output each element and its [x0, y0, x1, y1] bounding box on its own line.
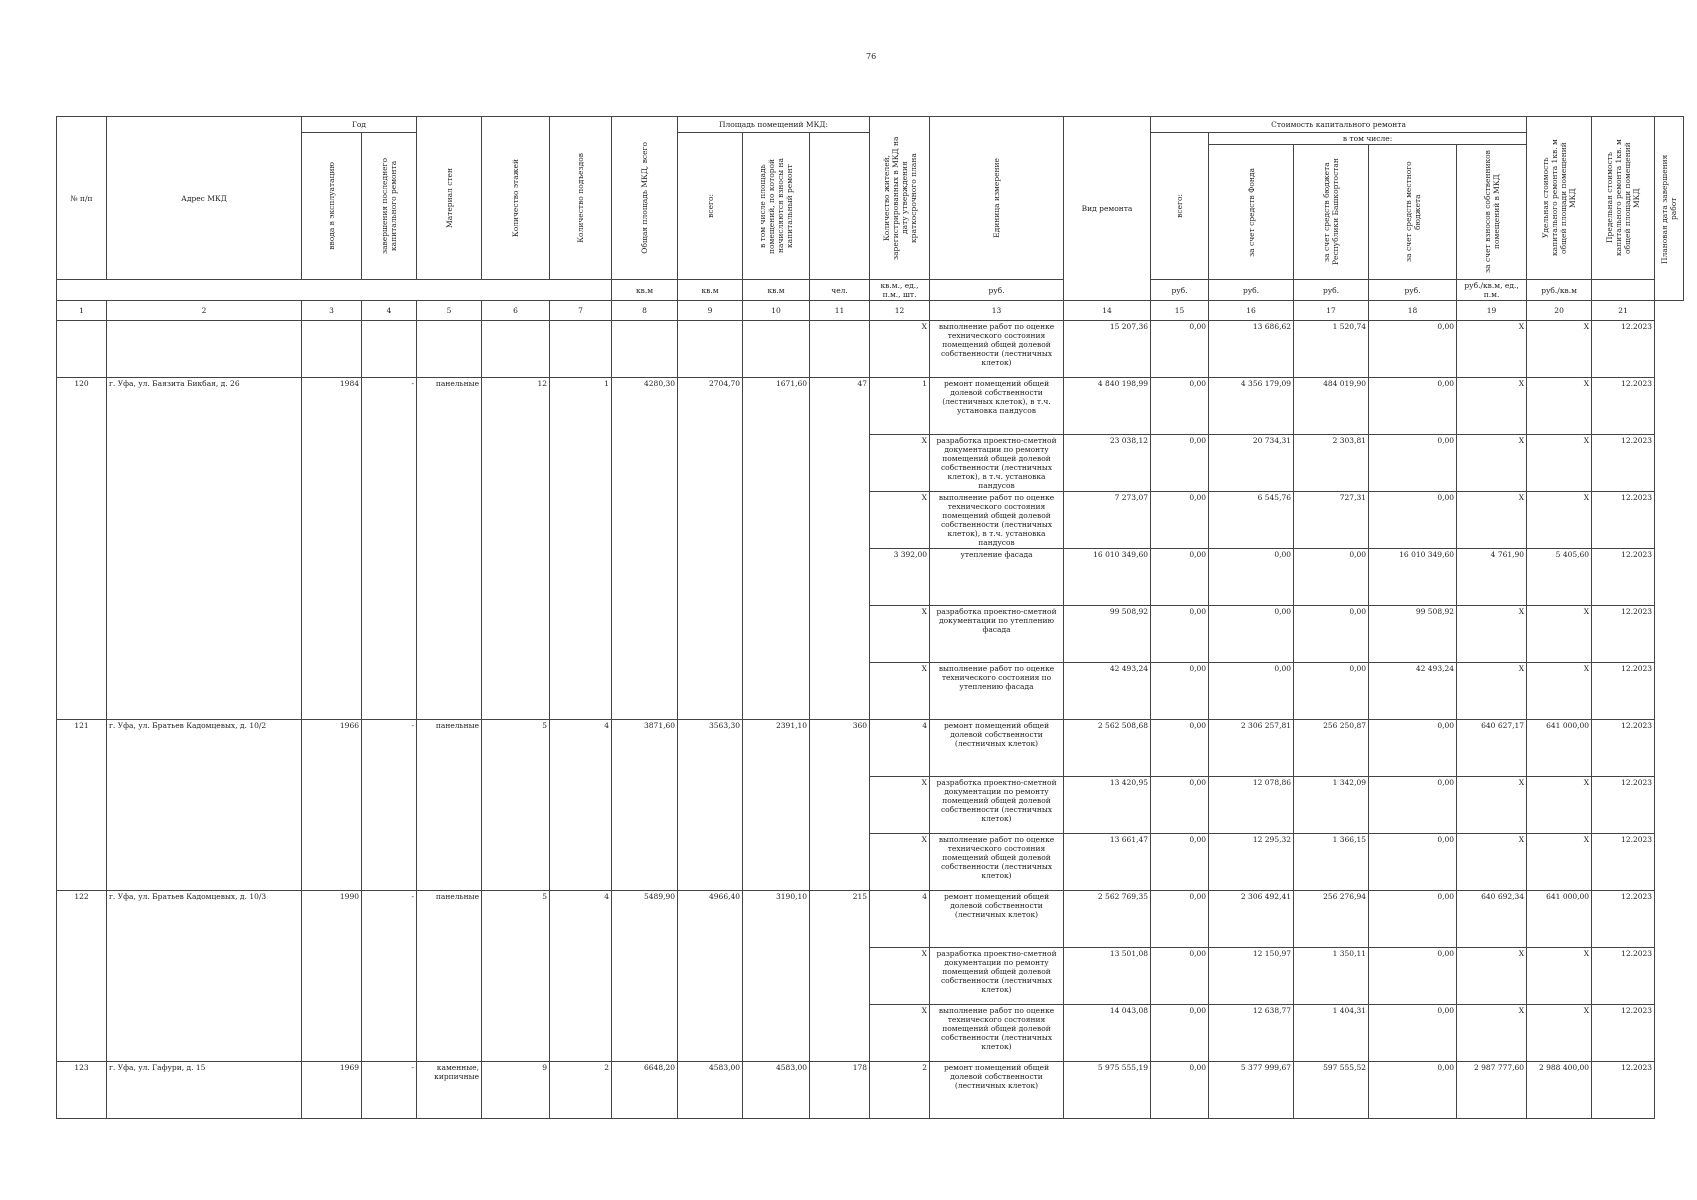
empty-cell [417, 321, 482, 378]
specific-cost: X [1457, 777, 1527, 834]
header-year: Год [302, 117, 417, 133]
work-type: выполнение работ по оценке технического состояния помещений общей долевой собственности (лестничных клеток) [930, 834, 1064, 891]
unit-cell: руб. [1151, 280, 1209, 301]
column-index-cell: 9 [678, 301, 743, 321]
year-last-repair: - [362, 891, 417, 1062]
year-built: 1969 [302, 1062, 362, 1119]
cost-local: 1 520,74 [1294, 321, 1369, 378]
work-unit: X [870, 777, 930, 834]
cost-local: 0,00 [1294, 606, 1369, 663]
deadline: 12.2023 [1592, 492, 1655, 549]
house-num: 121 [57, 720, 107, 891]
table-row [57, 321, 1684, 378]
work-type: ремонт помещений общей долевой собственности (лестничных клеток) [930, 720, 1064, 777]
deadline: 12.2023 [1592, 549, 1655, 606]
cost-republic: 5 377 999,67 [1209, 1062, 1294, 1119]
cost-local: 0,00 [1294, 663, 1369, 720]
cost-total: 99 508,92 [1064, 606, 1151, 663]
max-cost: X [1527, 663, 1592, 720]
header-num: № п/п [57, 117, 107, 280]
header-cost-total: всего: [1151, 133, 1209, 280]
cost-republic: 12 638,77 [1209, 1005, 1294, 1062]
header-premises: Площадь помещений МКД: [678, 117, 870, 133]
header-max-cost: Предельная стоимость капитального ремонта 1кв. м общей площади помещений МКД [1592, 117, 1655, 280]
unit-cell: руб. [1294, 280, 1369, 301]
max-cost: X [1527, 1005, 1592, 1062]
column-index-cell: 11 [810, 301, 870, 321]
column-index-cell: 3 [302, 301, 362, 321]
work-unit: X [870, 606, 930, 663]
cost-republic: 2 306 492,41 [1209, 891, 1294, 948]
empty-cell [302, 321, 362, 378]
deadline: 12.2023 [1592, 891, 1655, 948]
header-cost: Стоимость капитального ремонта [1151, 117, 1527, 133]
unit-cell: кв.м [678, 280, 743, 301]
cost-fund: 0,00 [1151, 549, 1209, 606]
cost-owners: 0,00 [1369, 435, 1457, 492]
house-num: 120 [57, 378, 107, 720]
entrances: 1 [550, 378, 612, 720]
cost-total: 16 010 349,60 [1064, 549, 1151, 606]
cost-local: 1 404,31 [1294, 1005, 1369, 1062]
units-row [57, 280, 1684, 301]
work-type: утепление фасада [930, 549, 1064, 606]
paying-area: 3190,10 [743, 891, 810, 1062]
cost-total: 7 273,07 [1064, 492, 1151, 549]
max-cost: 641 000,00 [1527, 720, 1592, 777]
deadline: 12.2023 [1592, 720, 1655, 777]
floors: 5 [482, 720, 550, 891]
cost-local: 484 019,90 [1294, 378, 1369, 435]
table-row [57, 378, 1684, 435]
column-index-cell: 15 [1151, 301, 1209, 321]
deadline: 12.2023 [1592, 435, 1655, 492]
column-index-cell: 6 [482, 301, 550, 321]
empty-cell [678, 321, 743, 378]
work-type: выполнение работ по оценке технического состояния помещений общей долевой собственности (лестничных клеток), в т.ч. установка пандусов [930, 492, 1064, 549]
header-address: Адрес МКД [107, 117, 302, 280]
column-index-cell: 8 [612, 301, 678, 321]
work-type: ремонт помещений общей долевой собственности (лестничных клеток) [930, 891, 1064, 948]
cost-total: 2 562 508,68 [1064, 720, 1151, 777]
specific-cost: 2 987 777,60 [1457, 1062, 1527, 1119]
cost-republic: 12 295,32 [1209, 834, 1294, 891]
column-index-cell: 1 [57, 301, 107, 321]
header-total-area: Общая площадь МКД, всего [612, 117, 678, 280]
cost-local: 256 250,87 [1294, 720, 1369, 777]
max-cost: X [1527, 606, 1592, 663]
empty-cell [57, 321, 107, 378]
cost-republic: 2 306 257,81 [1209, 720, 1294, 777]
column-index-row [57, 301, 1684, 321]
cost-fund: 0,00 [1151, 606, 1209, 663]
house-address: г. Уфа, ул. Гафури, д. 15 [107, 1062, 302, 1119]
year-built: 1966 [302, 720, 362, 891]
max-cost: X [1527, 492, 1592, 549]
repair-plan-table [56, 116, 1684, 1119]
table-row [57, 720, 1684, 777]
specific-cost: 4 761,90 [1457, 549, 1527, 606]
cost-total: 13 661,47 [1064, 834, 1151, 891]
total-area: 5489,90 [612, 891, 678, 1062]
header-entrances: Количество подъездов [550, 117, 612, 280]
unit-cell: кв.м., ед., п.м., шт. [870, 280, 930, 301]
header-deadline: Плановая дата завершения работ [1655, 117, 1684, 301]
work-type: разработка проектно-сметной документации по ремонту помещений общей долевой собственности (лестничных клеток) [930, 777, 1064, 834]
cost-local: 0,00 [1294, 549, 1369, 606]
premises-area: 2704,70 [678, 378, 743, 720]
deadline: 12.2023 [1592, 606, 1655, 663]
cost-republic: 12 150,97 [1209, 948, 1294, 1005]
column-index-cell: 2 [107, 301, 302, 321]
cost-republic: 6 545,76 [1209, 492, 1294, 549]
work-unit: 1 [870, 378, 930, 435]
cost-total: 13 420,95 [1064, 777, 1151, 834]
header-wall-material: Материал стен [417, 117, 482, 280]
unit-cell: чел. [810, 280, 870, 301]
cost-total: 23 038,12 [1064, 435, 1151, 492]
empty-cell [810, 321, 870, 378]
cost-total: 14 043,08 [1064, 1005, 1151, 1062]
work-type: ремонт помещений общей долевой собственности (лестничных клеток) [930, 1062, 1064, 1119]
paying-area: 1671,60 [743, 378, 810, 720]
entrances: 4 [550, 891, 612, 1062]
specific-cost: X [1457, 834, 1527, 891]
table-row [57, 891, 1684, 948]
cost-republic: 12 078,86 [1209, 777, 1294, 834]
max-cost: X [1527, 435, 1592, 492]
paying-area: 4583,00 [743, 1062, 810, 1119]
max-cost: X [1527, 777, 1592, 834]
wall-material: панельные [417, 891, 482, 1062]
cost-total: 5 975 555,19 [1064, 1062, 1151, 1119]
house-address: г. Уфа, ул. Баязита Бикбая, д. 26 [107, 378, 302, 720]
column-index-cell: 17 [1294, 301, 1369, 321]
cost-fund: 0,00 [1151, 777, 1209, 834]
house-num: 122 [57, 891, 107, 1062]
column-index-cell: 13 [930, 301, 1064, 321]
column-index-cell: 4 [362, 301, 417, 321]
max-cost: 2 988 400,00 [1527, 1062, 1592, 1119]
deadline: 12.2023 [1592, 1062, 1655, 1119]
max-cost: X [1527, 321, 1592, 378]
header-premises-extra [810, 133, 870, 280]
header-unit: Единица измерение [930, 117, 1064, 280]
cost-owners: 0,00 [1369, 777, 1457, 834]
residents: 215 [810, 891, 870, 1062]
column-index-cell: 19 [1457, 301, 1527, 321]
year-built: 1984 [302, 378, 362, 720]
header-fund: за счет средств Фонда [1209, 145, 1294, 280]
cost-republic: 20 734,31 [1209, 435, 1294, 492]
total-area: 3871,60 [612, 720, 678, 891]
cost-fund: 0,00 [1151, 948, 1209, 1005]
residents: 360 [810, 720, 870, 891]
specific-cost: X [1457, 492, 1527, 549]
cost-owners: 42 493,24 [1369, 663, 1457, 720]
cost-fund: 0,00 [1151, 663, 1209, 720]
cost-local: 256 276,94 [1294, 891, 1369, 948]
header-owners: за счет взносов собственников помещений в МКД [1457, 145, 1527, 280]
total-area: 6648,20 [612, 1062, 678, 1119]
empty-cell [482, 321, 550, 378]
column-index-cell: 12 [870, 301, 930, 321]
work-unit: X [870, 834, 930, 891]
max-cost: X [1527, 834, 1592, 891]
header-premises-paying: в том числе площадь помещений, по которой начисляются взносы на капитальный ремонт [743, 133, 810, 280]
unit-cell: руб. [1209, 280, 1294, 301]
unit-cell: кв.м [612, 280, 678, 301]
cost-owners: 0,00 [1369, 492, 1457, 549]
premises-area: 3563,30 [678, 720, 743, 891]
house-address: г. Уфа, ул. Братьев Кадомцевых, д. 10/3 [107, 891, 302, 1062]
header-local: за счет средств местного бюджета [1369, 145, 1457, 280]
cost-total: 42 493,24 [1064, 663, 1151, 720]
specific-cost: X [1457, 606, 1527, 663]
header-premises-total: всего: [678, 133, 743, 280]
specific-cost: X [1457, 378, 1527, 435]
floors: 9 [482, 1062, 550, 1119]
cost-total: 13 501,08 [1064, 948, 1151, 1005]
header-residents: Количество жителей, зарегистрированных в МКД на дату утверждения краткосрочного плана [870, 117, 930, 280]
work-type: выполнение работ по оценке технического состояния помещений общей долевой собственности (лестничных клеток) [930, 321, 1064, 378]
cost-republic: 13 686,62 [1209, 321, 1294, 378]
column-index-cell: 18 [1369, 301, 1457, 321]
column-index-cell: 5 [417, 301, 482, 321]
cost-local: 1 366,15 [1294, 834, 1369, 891]
cost-total: 2 562 769,35 [1064, 891, 1151, 948]
cost-republic: 0,00 [1209, 549, 1294, 606]
specific-cost: 640 627,17 [1457, 720, 1527, 777]
page-number: 76 [866, 52, 877, 61]
cost-owners: 99 508,92 [1369, 606, 1457, 663]
work-unit: 4 [870, 720, 930, 777]
work-unit: X [870, 321, 930, 378]
cost-owners: 0,00 [1369, 1005, 1457, 1062]
work-type: разработка проектно-сметной документации по ремонту помещений общей долевой собственности (лестничных клеток) [930, 948, 1064, 1005]
max-cost: X [1527, 378, 1592, 435]
max-cost: 641 000,00 [1527, 891, 1592, 948]
specific-cost: X [1457, 663, 1527, 720]
table-body [57, 321, 1684, 1119]
specific-cost: X [1457, 435, 1527, 492]
unit-cell: руб. [930, 280, 1064, 301]
work-unit: 2 [870, 1062, 930, 1119]
year-last-repair: - [362, 720, 417, 891]
deadline: 12.2023 [1592, 1005, 1655, 1062]
cost-owners: 0,00 [1369, 720, 1457, 777]
cost-total: 4 840 198,99 [1064, 378, 1151, 435]
cost-fund: 0,00 [1151, 435, 1209, 492]
specific-cost: X [1457, 948, 1527, 1005]
house-address: г. Уфа, ул. Братьев Кадомцевых, д. 10/2 [107, 720, 302, 891]
residents: 47 [810, 378, 870, 720]
year-last-repair: - [362, 378, 417, 720]
premises-area: 4966,40 [678, 891, 743, 1062]
wall-material: каменные, кирпичные [417, 1062, 482, 1119]
deadline: 12.2023 [1592, 777, 1655, 834]
cost-local: 597 555,52 [1294, 1062, 1369, 1119]
work-unit: X [870, 435, 930, 492]
header-republic: за счет средств бюджета Республики Башкортостан [1294, 145, 1369, 280]
entrances: 4 [550, 720, 612, 891]
cost-fund: 0,00 [1151, 1005, 1209, 1062]
cost-local: 1 342,09 [1294, 777, 1369, 834]
cost-local: 1 350,11 [1294, 948, 1369, 1005]
specific-cost: 640 692,34 [1457, 891, 1527, 948]
cost-fund: 0,00 [1151, 720, 1209, 777]
work-type: выполнение работ по оценке технического состояния помещений общей долевой собственности (лестничных клеток) [930, 1005, 1064, 1062]
house-num: 123 [57, 1062, 107, 1119]
column-index-cell: 20 [1527, 301, 1592, 321]
specific-cost: X [1457, 1005, 1527, 1062]
max-cost: X [1527, 948, 1592, 1005]
header-incl: в том числе: [1209, 133, 1527, 145]
deadline: 12.2023 [1592, 378, 1655, 435]
cost-owners: 0,00 [1369, 1062, 1457, 1119]
cost-fund: 0,00 [1151, 891, 1209, 948]
premises-area: 4583,00 [678, 1062, 743, 1119]
cost-fund: 0,00 [1151, 1062, 1209, 1119]
column-index-cell: 21 [1592, 301, 1655, 321]
work-type: разработка проектно-сметной документации по утеплению фасада [930, 606, 1064, 663]
cost-owners: 0,00 [1369, 378, 1457, 435]
cost-owners: 0,00 [1369, 834, 1457, 891]
cost-local: 2 303,81 [1294, 435, 1369, 492]
work-type: выполнение работ по оценке технического состояния по утеплению фасада [930, 663, 1064, 720]
header-floors: Количество этажей [482, 117, 550, 280]
empty-cell [107, 321, 302, 378]
column-index-cell: 14 [1064, 301, 1151, 321]
floors: 12 [482, 378, 550, 720]
column-index-cell: 16 [1209, 301, 1294, 321]
cost-owners: 0,00 [1369, 948, 1457, 1005]
deadline: 12.2023 [1592, 834, 1655, 891]
empty-cell [612, 321, 678, 378]
empty-cell [362, 321, 417, 378]
work-unit: 4 [870, 891, 930, 948]
empty-cell [550, 321, 612, 378]
specific-cost: X [1457, 321, 1527, 378]
cost-republic: 0,00 [1209, 663, 1294, 720]
cost-fund: 0,00 [1151, 321, 1209, 378]
residents: 178 [810, 1062, 870, 1119]
wall-material: панельные [417, 720, 482, 891]
cost-owners: 0,00 [1369, 321, 1457, 378]
deadline: 12.2023 [1592, 663, 1655, 720]
cost-republic: 4 356 179,09 [1209, 378, 1294, 435]
cost-fund: 0,00 [1151, 834, 1209, 891]
work-unit: X [870, 492, 930, 549]
year-last-repair: - [362, 1062, 417, 1119]
header-repair-type: Вид ремонта [1064, 117, 1151, 301]
cost-local: 727,31 [1294, 492, 1369, 549]
work-unit: X [870, 663, 930, 720]
unit-cell: кв.м [743, 280, 810, 301]
paying-area: 2391,10 [743, 720, 810, 891]
wall-material: панельные [417, 378, 482, 720]
column-index-cell: 10 [743, 301, 810, 321]
cost-total: 15 207,36 [1064, 321, 1151, 378]
entrances: 2 [550, 1062, 612, 1119]
header-specific-cost: Удельная стоимость капитального ремонта 1кв. м общей площади помещений МКД [1527, 117, 1592, 280]
empty-cell [743, 321, 810, 378]
year-built: 1990 [302, 891, 362, 1062]
cost-republic: 0,00 [1209, 606, 1294, 663]
floors: 5 [482, 891, 550, 1062]
work-unit: X [870, 1005, 930, 1062]
total-area: 4280,30 [612, 378, 678, 720]
work-unit: X [870, 948, 930, 1005]
work-type: разработка проектно-сметной документации по ремонту помещений общей долевой собственности (лестничных клеток), в т.ч. установка пандусов [930, 435, 1064, 492]
deadline: 12.2023 [1592, 321, 1655, 378]
max-cost: 5 405,60 [1527, 549, 1592, 606]
cost-fund: 0,00 [1151, 378, 1209, 435]
deadline: 12.2023 [1592, 948, 1655, 1005]
cost-owners: 0,00 [1369, 891, 1457, 948]
table-row [57, 1062, 1684, 1119]
header-year-built: ввода в эксплуатацию [302, 133, 362, 280]
unit-cell: руб./кв.м [1527, 280, 1592, 301]
unit-cell: руб./кв.м, ед., п.м. [1457, 280, 1527, 301]
header-year-last-repair: завершения последнего капитального ремонта [362, 133, 417, 280]
cost-fund: 0,00 [1151, 492, 1209, 549]
unit-cell: руб. [1369, 280, 1457, 301]
work-unit: 3 392,00 [870, 549, 930, 606]
work-type: ремонт помещений общей долевой собственности (лестничных клеток), в т.ч. установка пандусов [930, 378, 1064, 435]
cost-owners: 16 010 349,60 [1369, 549, 1457, 606]
column-index-cell: 7 [550, 301, 612, 321]
